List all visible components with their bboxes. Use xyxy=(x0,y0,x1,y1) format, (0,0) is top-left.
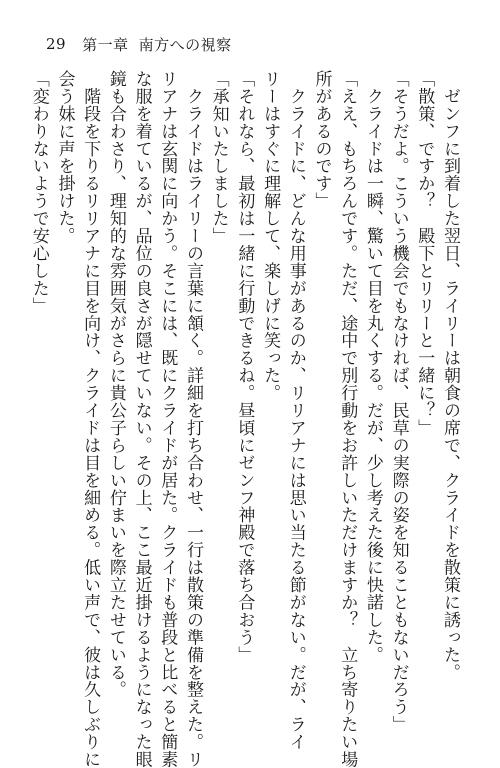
text-line: リアナは玄関に向かう。そこには、既にクライドが居た。クライドも普段と比べると簡素 xyxy=(157,70,178,768)
text-line: な服を着ているが、品位の良さが隠せていない。その上、ここ最近掛けるようになった眼 xyxy=(131,70,152,768)
chapter-label: 第一章 xyxy=(82,35,129,54)
text-line: 「承知いたしました」 xyxy=(208,70,229,245)
text-line: 鏡も合わさり、理知的な雰囲気がさらに貴公子らしい佇まいを際立たせている。 xyxy=(105,70,126,699)
text-line: 「ええ、もちろんです。ただ、途中で別行動をお許しいただけますか？ 立ち寄りたい場 xyxy=(337,70,358,768)
text-line: クライドは一瞬、驚いて目を丸くする。だが、少し考えた後に快諾した。 xyxy=(362,70,383,664)
text-line: 会う妹に声を掛けた。 xyxy=(54,70,75,245)
text-line: ゼンフに到着した翌日、ライリーは朝食の席で、クライドを散策に誘った。 xyxy=(440,70,460,681)
text-line: クライドはライリーの言葉に頷く。詳細を打ち合わせ、一行は散策の準備を整えた。リ xyxy=(182,70,203,768)
text-line: 「そうだよ。こういう機会でもなければ、民草の実際の姿を知ることもないだろう」 xyxy=(388,70,409,734)
text-line: リーはすぐに理解して、楽しげに笑った。 xyxy=(260,70,281,402)
text-line: 所があるのです」 xyxy=(311,70,332,210)
vertical-text-body xyxy=(25,70,462,768)
page-number: 29 xyxy=(46,35,67,53)
chapter-title: 南方への視察 xyxy=(138,35,232,54)
text-line: 「変わりないようで安心した」 xyxy=(28,70,49,315)
text-line: クライドに、どんな用事があるのか、リリアナには思い当たる節がない。だが、ライ xyxy=(285,70,306,751)
text-line: 「散策、ですか？ 殿下とリリーと一緒に？」 xyxy=(414,70,435,437)
running-header xyxy=(46,34,232,54)
text-line: 階段を下りるリリアナに目を向け、クライドは目を細める。低い声で、彼は久しぶりに xyxy=(80,70,101,768)
text-line: 「それなら、最初は一緒に行動できるね。昼頃にゼンフ神殿で落ち合おう」 xyxy=(234,70,255,664)
